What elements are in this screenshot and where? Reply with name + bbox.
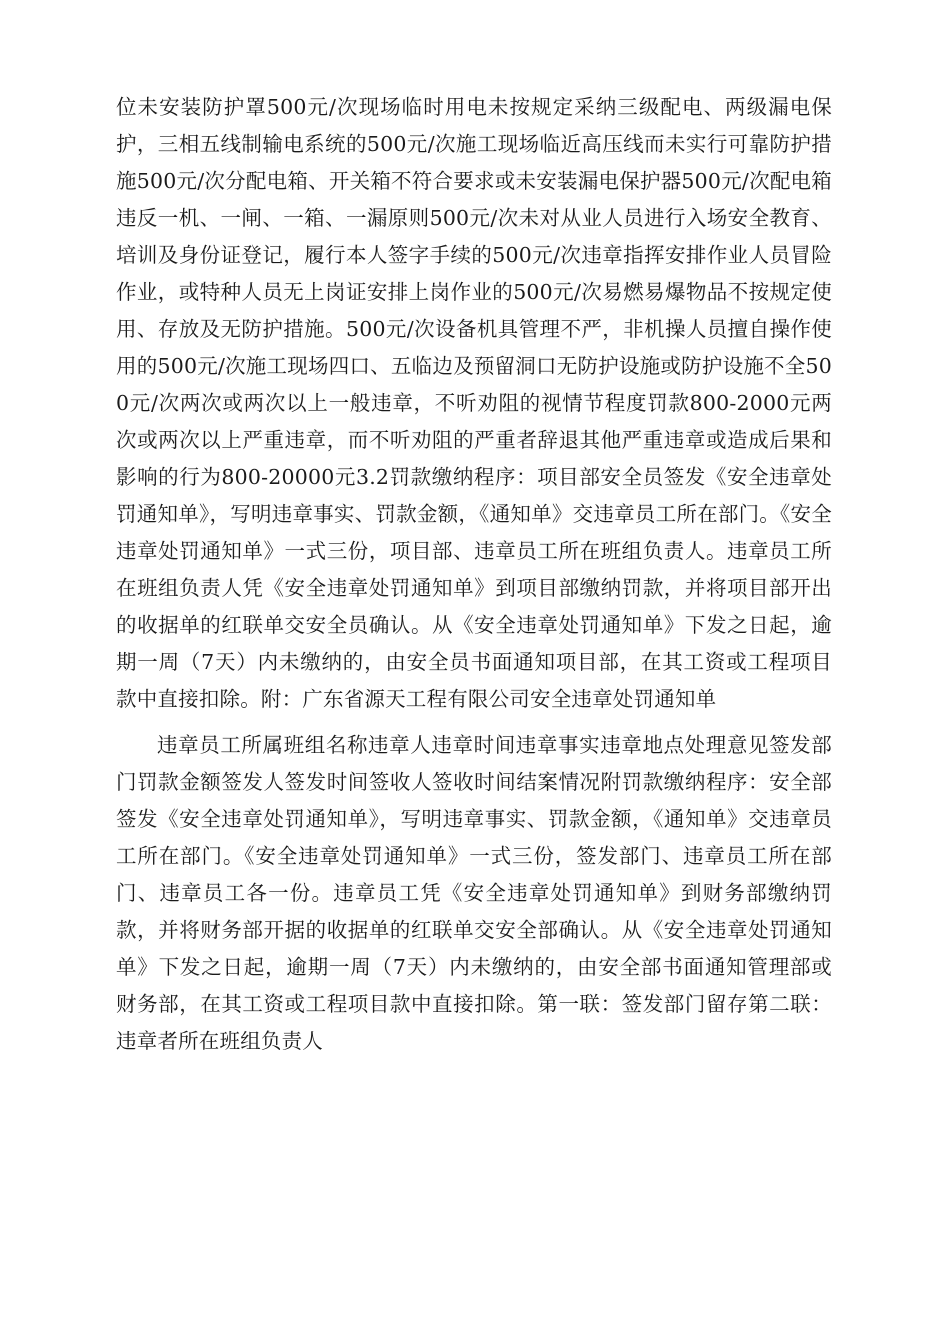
paragraph-penalty-rules: 位未安装防护罩500元/次现场临时用电未按规定采纳三级配电、两级漏电保护，三相五线制输电系统的500元/次施工现场临近高压线而未实行可靠防护措施500元/次分配电箱、开关箱不符合要求或未安装漏电保护器500元/次配电箱违反一机、一闸、一箱、一漏原则500元/次未对从业人员进行入场安全教育、培训及身份证登记，履行本人签字手续的500元/次违章指挥安排作业人员冒险作业，或特种人员无上岗证安排上岗作业的500元/次易燃易爆物品不按规定使用、存放及无防护措施。500元/次设备机具管理不严，非机操人员擅自操作使用的500元/次施工现场四口、五临边及预留洞口无防护设施或防护设施不全500元/次两次或两次以上一般违章，不听劝阻的视情节程度罚款800-2000元两次或两次以上严重违章，而不听劝阻的严重者辞退其他严重违章或造成后果和影响的行为800-20000元3.2罚款缴纳程序：项目部安全员签发《安全违章处罚通知单》，写明违章事实、罚款金额，《通知单》交违章员工所在部门。《安全违章处罚通知单》一式三份，项目部、违章员工所在班组负责人。违章员工所在班组负责人凭《安全违章处罚通知单》到项目部缴纳罚款，并将项目部开出的收据单的红联单交安全员确认。从《安全违章处罚通知单》下发之日起，逾期一周（7天）内未缴纳的，由安全员书面通知项目部，在其工资或工程项目款中直接扣除。附：广东省源天工程有限公司安全违章处罚通知单 <box>116 95 832 711</box>
document-body <box>116 89 832 1060</box>
paragraph-penalty-notice-form: 违章员工所属班组名称违章人违章时间违章事实违章地点处理意见签发部门罚款金额签发人签发时间签收人签收时间结案情况附罚款缴纳程序：安全部签发《安全违章处罚通知单》，写明违章事实、罚款金额，《通知单》交违章员工所在部门。《安全违章处罚通知单》一式三份，签发部门、违章员工所在部门、违章员工各一份。违章员工凭《安全违章处罚通知单》到财务部缴纳罚款，并将财务部开据的收据单的红联单交安全部确认。从《安全违章处罚通知单》下发之日起，逾期一周（7天）内未缴纳的，由安全部书面通知管理部或财务部，在其工资或工程项目款中直接扣除。第一联：签发部门留存第二联：违章者所在班组负责人 <box>116 733 832 1053</box>
